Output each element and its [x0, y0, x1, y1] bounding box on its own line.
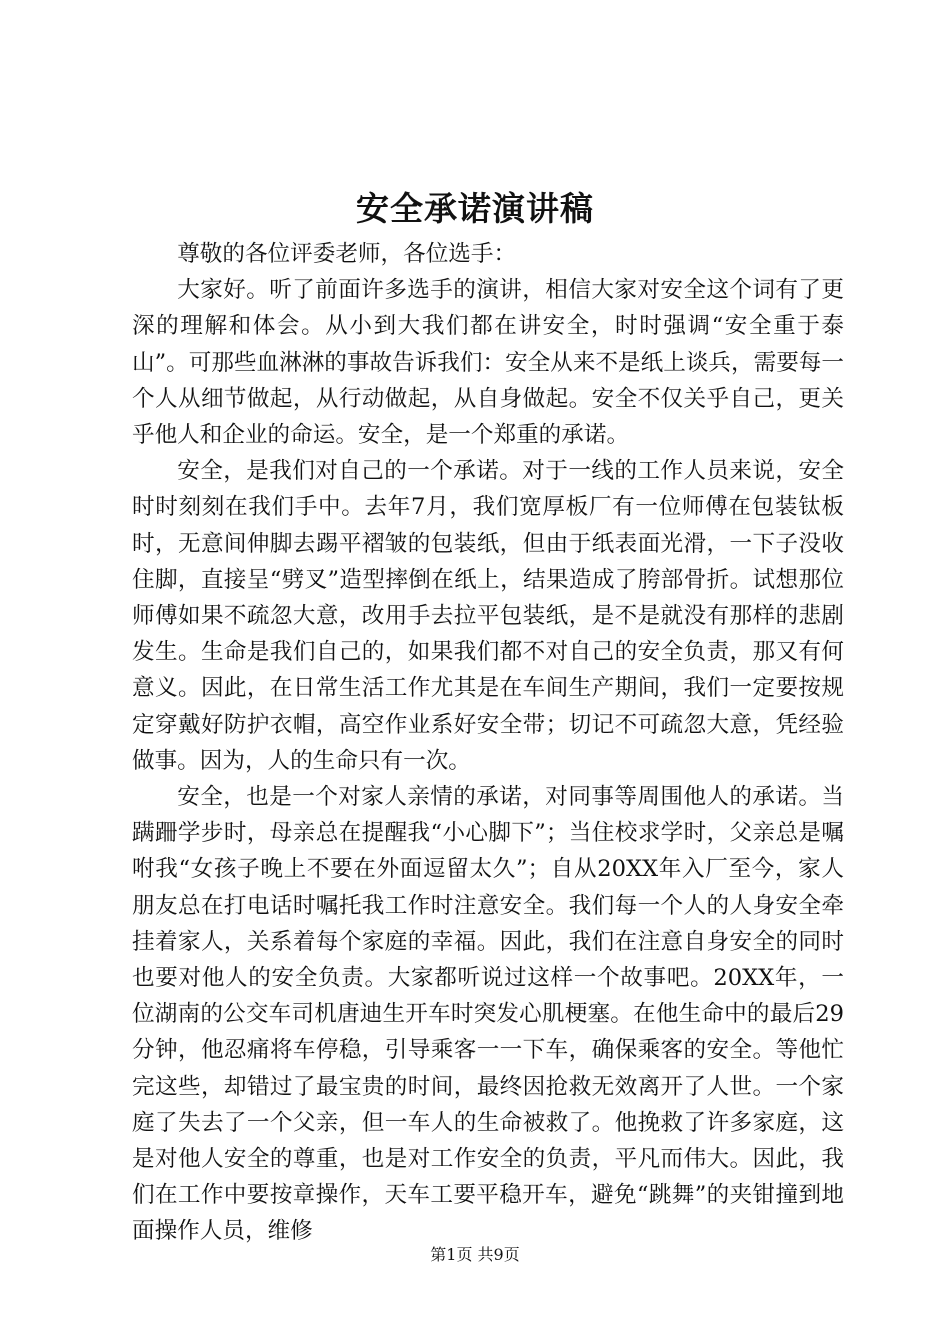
page-title: 安全承诺演讲稿 — [356, 189, 594, 228]
body-paragraph: 安全，是我们对自己的一个承诺。对于一线的工作人员来说，安全时时刻刻在我们手中。去年7月，我们宽厚板厂有一位师傅在包装钛板时，无意间伸脚去踢平褶皱的包装纸，但由于纸表面光滑，一下子没收住脚，直接呈“劈叉”造型摔倒在纸上，结果造成了胯部骨折。试想那位师傅如果不疏忽大意，改用手去拉平包装纸，是不是就没有那样的悲剧发生。生命是我们自己的，如果我们都不对自己的安全负责，那又有何意义。因此，在日常生活工作尤其是在车间生产期间，我们一定要按规定穿戴好防护衣帽，高空作业系好安全带；切记不可疏忽大意，凭经验做事。因为，人的生命只有一次。 — [132, 458, 844, 774]
page-number-footer: 第1页 共9页 — [430, 1245, 520, 1264]
salutation-paragraph: 尊敬的各位评委老师，各位选手： — [177, 241, 517, 267]
body-paragraph: 大家好。听了前面许多选手的演讲，相信大家对安全这个词有了更深的理解和体会。从小到大我们都在讲安全，时时强调“安全重于泰山”。可那些血淋淋的事故告诉我们：安全从来不是纸上谈兵，需要每一个人从细节做起，从行动做起，从自身做起。安全不仅关乎自己，更关乎他人和企业的命运。安全，是一个郑重的承诺。 — [132, 277, 844, 449]
body-paragraph: 安全，也是一个对家人亲情的承诺，对同事等周围他人的承诺。当蹒跚学步时，母亲总在提醒我“小心脚下”；当住校求学时，父亲总是嘱咐我“女孩子晚上不要在外面逗留太久”；自从20XX年入厂至今，家人朋友总在打电话时嘱托我工作时注意安全。我们每一个人的人身安全牵挂着家人，关系着每个家庭的幸福。因此，我们在注意自身安全的同时也要对他人的安全负责。大家都听说过这样一个故事吧。20XX年，一位湖南的公交车司机唐迪生开车时突发心肌梗塞。在他生命中的最后29分钟，他忍痛将车停稳，引导乘客一一下车，确保乘客的安全。等他忙完这些，却错过了最宝贵的时间，最终因抢救无效离开了人世。一个家庭了失去了一个父亲，但一车人的生命被救了。他挽救了许多家庭，这是对他人安全的尊重，也是对工作安全的负责，平凡而伟大。因此，我们在工作中要按章操作，天车工要平稳开车，避免“跳舞”的夹钳撞到地面操作人员，维修 — [132, 784, 844, 1245]
document-body — [132, 236, 844, 1250]
